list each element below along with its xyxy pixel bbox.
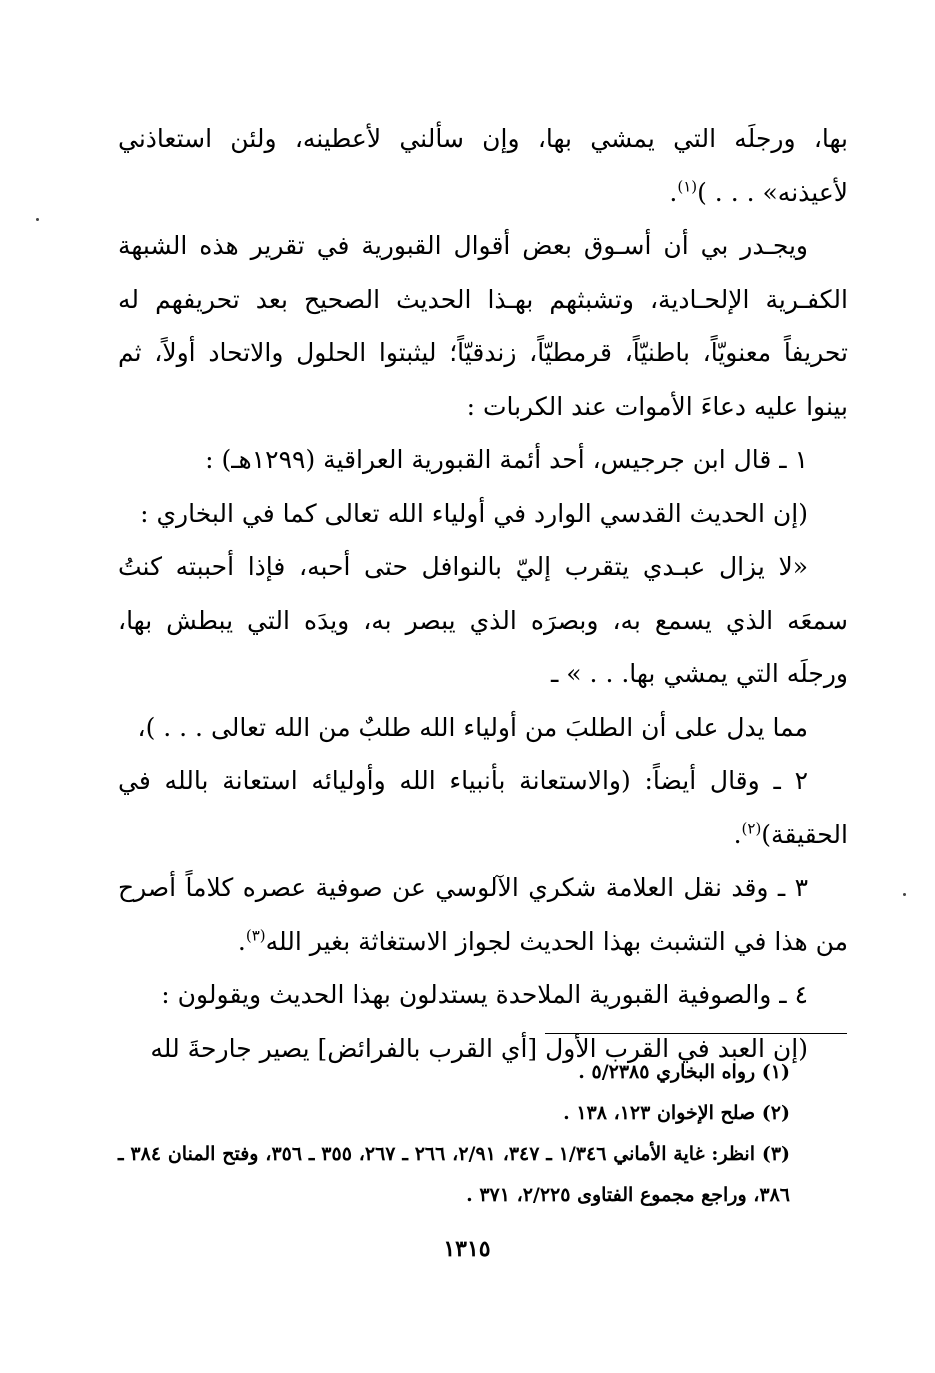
paragraph-text: (إن العبد في القرب الأول [أي القرب بالفرائض] يصير جارحةَ لله	[150, 1033, 808, 1063]
scan-speck	[36, 218, 39, 221]
paragraph-5	[118, 540, 848, 701]
paragraph-text: مما يدل على أن الطلبَ من أولياء الله طلبٌ من الله تعالى . . . )،	[137, 712, 808, 742]
paragraph-text: ٢ ـ وقال أيضاً: (والاستعانة بأنبياء الله وأوليائه استعانة بالله في الحقيقة)	[118, 766, 848, 849]
paragraph-end: .	[237, 926, 246, 956]
footnote-2: (٢) صلح الإخوان ١٢٣، ١٣٨ .	[563, 1102, 790, 1124]
paragraph-6	[118, 701, 848, 755]
main-text	[118, 112, 848, 1075]
footnote-3: (٣) انظر: غاية الأماني ١/٣٤٦ ـ ٣٤٧، ٢/٩١، ٢٦٦ ـ ٢٦٧، ٣٥٥ ـ ٣٥٦، وفتح المنان ٣٨٤ ـ ٣٨٦، وراجع مجموع الفتاوى ٢/٢٢٥، ٣٧١ .	[118, 1143, 791, 1206]
scan-speck	[903, 893, 906, 896]
paragraph-text: «لا يزال عبـدي يتقرب إليّ بالنوافل حتى أحبه، فإذا أحببته كنتُ سمعَه الذي يسمع به، وبصرَه الذي يبصر به، ويدَه التي يبطش بها، ورجلَه التي يمشي بها. . . » ـ	[118, 552, 848, 688]
paragraph-text: (إن الحديث القدسي الوارد في أولياء الله تعالى كما في البخاري :	[140, 498, 808, 528]
paragraph-2	[118, 219, 848, 433]
footnote-ref: (٢)	[741, 819, 762, 838]
paragraph-8	[118, 861, 848, 968]
paragraph-end: .	[669, 177, 678, 207]
paragraph-end: .	[733, 819, 742, 849]
page-number: ١٣١٥	[443, 1236, 491, 1262]
paragraph-text: بها، ورجلَه التي يمشي بها، وإن سألني لأعطينه، ولئن استعاذني لأعيذنه» . . . )	[118, 124, 848, 207]
paragraph-text: ١ ـ قال ابن جرجيس، أحد أئمة القبورية العراقية (١٢٩٩هـ) :	[205, 445, 808, 474]
footnote-separator	[545, 1033, 847, 1034]
footnote-1: (١) رواه البخاري ٥/٢٣٨٥ .	[578, 1061, 790, 1083]
paragraph-3	[118, 433, 848, 487]
footnotes	[118, 1052, 848, 1216]
footnote-ref: (٣)	[245, 926, 266, 945]
paragraph-text: ٣ ـ وقد نقل العلامة شكري الآلوسي عن صوفية عصره كلاماً أصرح من هذا في التشبث بهذا الحديث لجواز الاستغاثة بغير الله	[118, 873, 848, 956]
footnote-ref: (١)	[677, 177, 698, 196]
paragraph-7	[118, 754, 848, 861]
paragraph-1	[118, 112, 848, 219]
paragraph-text: ٤ ـ والصوفية القبورية الملاحدة يستدلون بهذا الحديث ويقولون :	[161, 980, 808, 1009]
paragraph-9	[118, 968, 848, 1022]
paragraph-text: ويجـدر بي أن أسـوق بعض أقوال القبورية في تقرير هذه الشبهة الكفـرية الإلحـادية، وتشبثهم بهـذا الحديث الصحيح بعد تحريفهم له تحريفاً معنويّاً، باطنيّاً، قرمطيّاً، زندقيّاً؛ ليثبتوا الحلول والاتحاد أولاً، ثم بينوا عليه دعاءَ الأموات عند الكربات :	[118, 231, 848, 421]
paragraph-4	[118, 487, 848, 541]
